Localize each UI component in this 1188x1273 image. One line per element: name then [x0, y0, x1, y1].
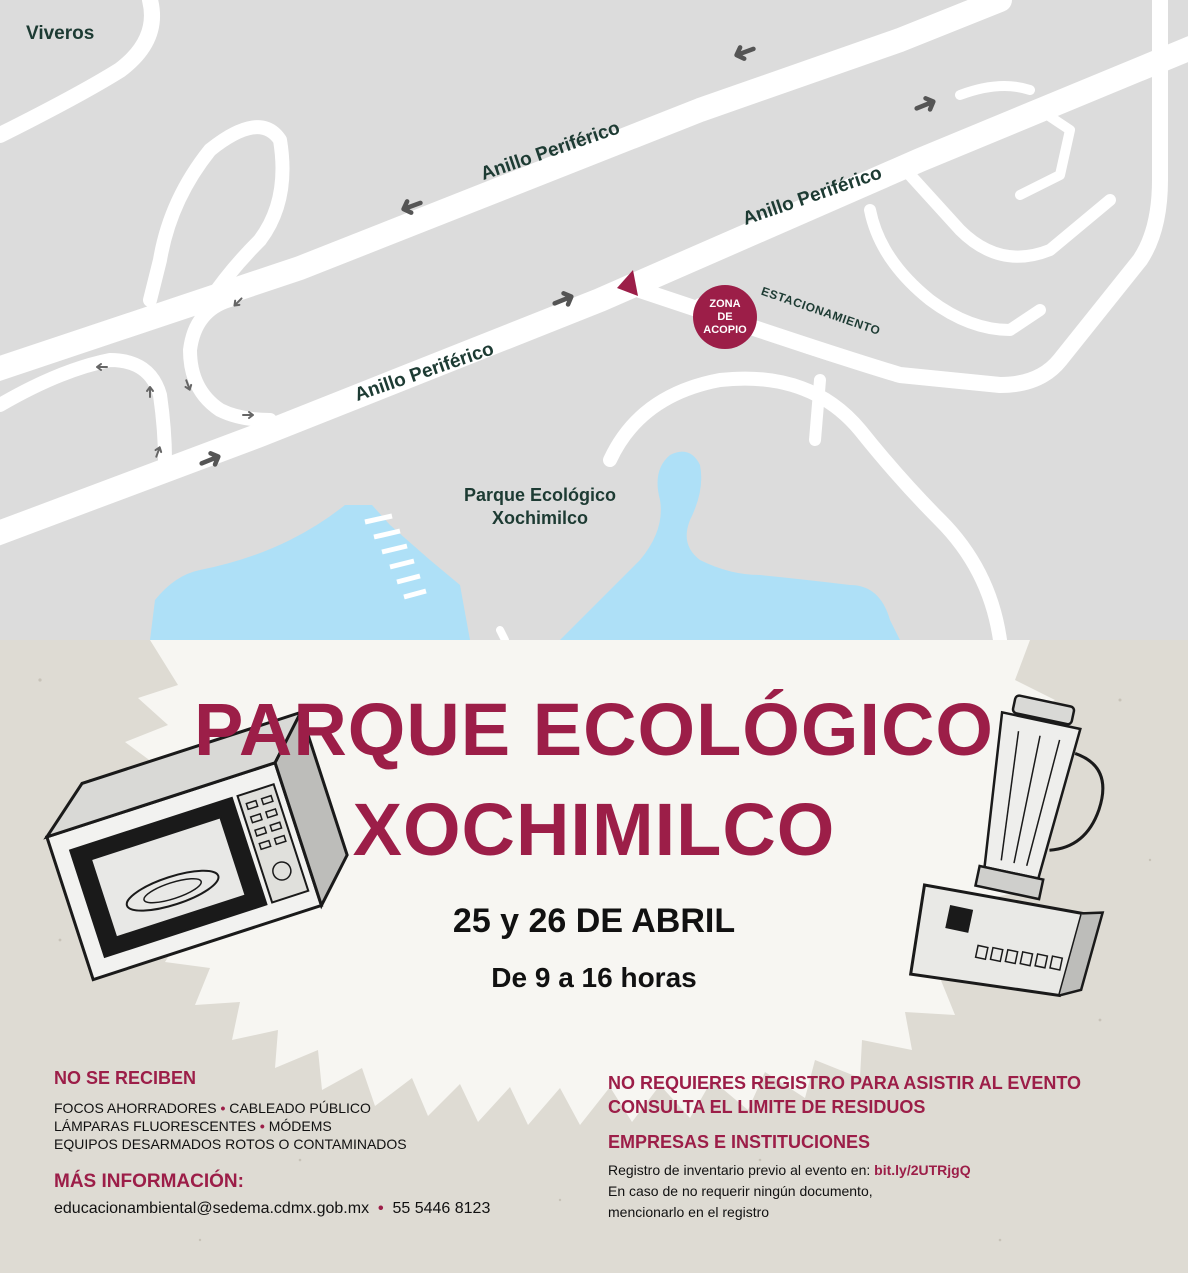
road-lower — [0, 40, 1188, 540]
direction-arrow-icon — [914, 96, 935, 114]
event-title-line2: XOCHIMILCO — [352, 788, 836, 871]
collection-zone-marker: ZONA DE ACOPIO — [693, 285, 757, 349]
park-label-line2: Xochimilco — [491, 508, 589, 528]
lake-left — [150, 505, 470, 640]
contact-line — [54, 1200, 490, 1218]
companies-line3: mencionarlo en el registro — [608, 1204, 770, 1220]
companies-text — [608, 1160, 971, 1223]
park-label-line1: Parque Ecológico — [463, 485, 617, 505]
park-label — [440, 484, 640, 530]
companies-line1-text: Registro de inventario previo al evento en: — [608, 1162, 875, 1178]
registration-heading-line2: CONSULTA EL LIMITE DE RESIDUOS — [608, 1097, 926, 1117]
event-info-section — [0, 640, 1188, 1273]
contact-email[interactable]: educacionambiental@sedema.cdmx.gob.mx — [54, 1200, 370, 1217]
companies-line1 — [608, 1160, 971, 1181]
not-accepted-line — [54, 1099, 407, 1117]
bullet-separator: • — [220, 1100, 226, 1116]
not-accepted-line — [54, 1117, 407, 1135]
event-date: 25 y 26 DE ABRIL — [452, 902, 736, 940]
item-text: LÁMPARAS FLUORESCENTES — [54, 1118, 257, 1134]
item-text: CABLEADO PÚBLICO — [229, 1100, 371, 1116]
not-accepted-heading: NO SE RECIBEN — [54, 1068, 197, 1088]
road-label: Anillo Periférico — [478, 117, 623, 185]
lake-right — [560, 452, 900, 640]
companies-line2: En caso de no requerir ningún documento, — [608, 1183, 873, 1199]
item-text: FOCOS AHORRADORES — [54, 1100, 217, 1116]
parking-label: ESTACIONAMIENTO — [759, 284, 883, 339]
direction-arrow-icon — [734, 43, 755, 60]
road-label: Anillo Periférico — [352, 338, 497, 406]
contact-phone[interactable]: 55 5446 8123 — [392, 1200, 491, 1217]
event-hours: De 9 a 16 horas — [491, 962, 697, 993]
more-info-heading: MÁS INFORMACIÓN: — [54, 1171, 244, 1192]
event-title-line1: PARQUE ECOLÓGICO — [194, 688, 994, 771]
item-text: MÓDEMS — [268, 1118, 332, 1134]
not-accepted-line: EQUIPOS DESARMADOS ROTOS O CONTAMINADOS — [54, 1136, 407, 1152]
road-label: Anillo Periférico — [740, 162, 885, 230]
not-accepted-list — [54, 1099, 407, 1153]
registration-heading-line1: NO REQUIERES REGISTRO PARA ASISTIR AL EVENTO — [608, 1073, 1082, 1093]
bullet-separator: • — [377, 1200, 384, 1217]
registration-heading — [608, 1071, 1081, 1119]
bullet-separator: • — [259, 1118, 265, 1134]
companies-heading: EMPRESAS E INSTITUCIONES — [608, 1132, 871, 1152]
registration-link[interactable]: bit.ly/2UTRjgQ — [874, 1162, 971, 1178]
viveros-label: Viveros — [26, 23, 95, 44]
